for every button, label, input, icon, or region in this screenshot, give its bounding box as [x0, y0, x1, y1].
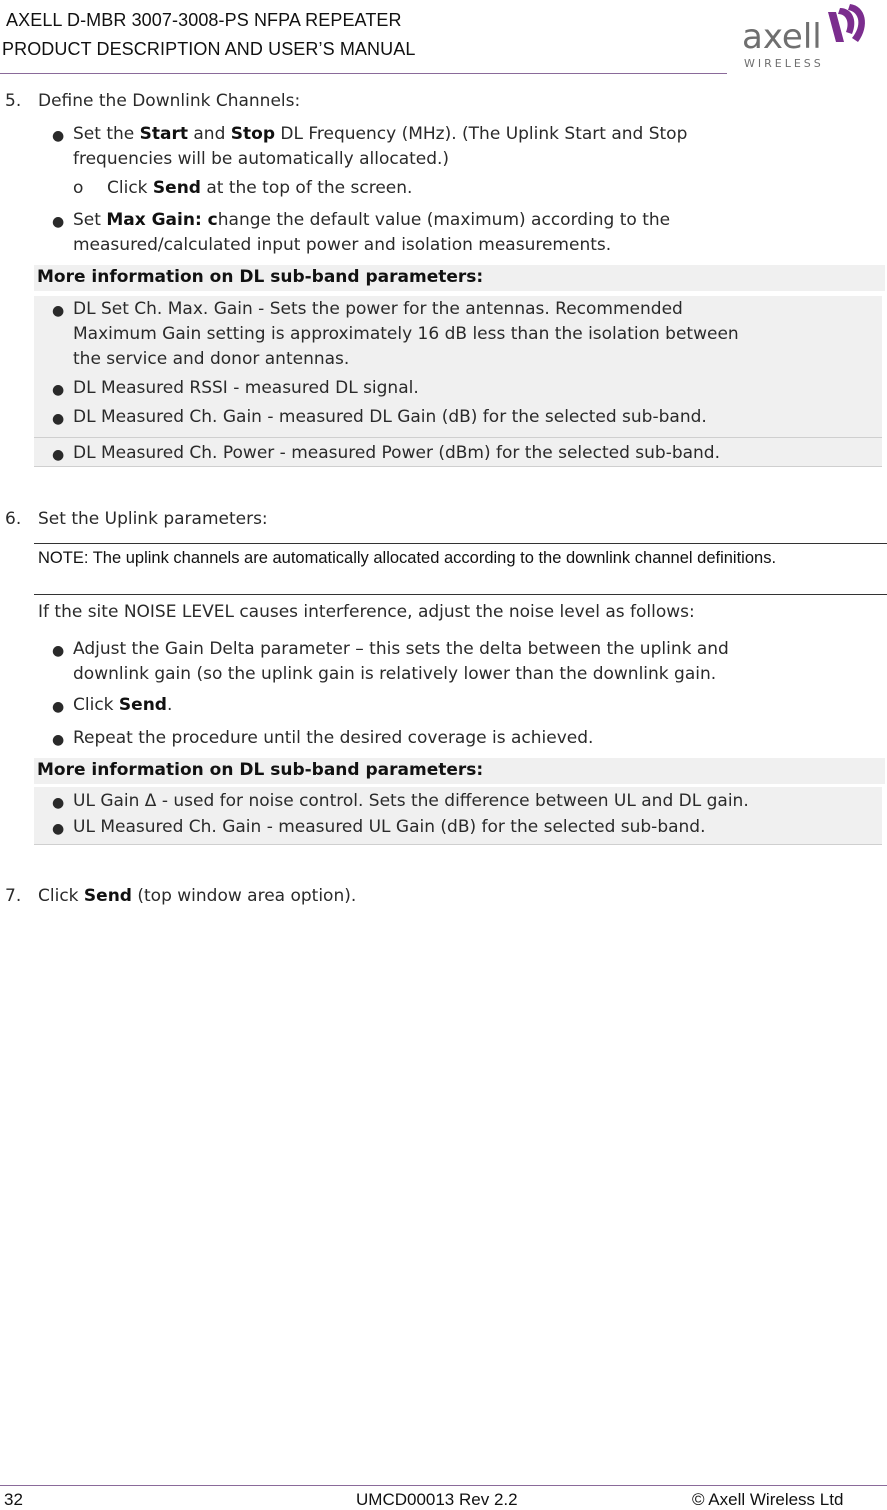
info-item: DL Set Ch. Max. Gain - Sets the power for the antennas. Recommended [73, 299, 683, 319]
info-panel [34, 787, 882, 845]
info-item: DL Measured RSSI - measured DL signal. [73, 378, 419, 398]
list-item: Set Max Gain: change the default value (maximum) according to the [73, 210, 671, 230]
info-item: DL Measured Ch. Power - measured Power (dBm) for the selected sub-band. [73, 443, 721, 463]
step-number: 7. [5, 886, 22, 906]
list-item: Click Send. [73, 695, 173, 715]
step-title: Set the Uplink parameters: [38, 509, 268, 529]
info-item-continued: the service and donor antennas. [73, 349, 350, 369]
page-number: 32 [4, 1490, 23, 1509]
bullet-icon: ● [52, 732, 65, 748]
list-item-continued: downlink gain (so the uplink gain is relatively lower than the downlink gain. [73, 664, 717, 684]
header-divider [0, 73, 727, 74]
bullet-icon: ● [52, 303, 65, 319]
bullet-icon: ● [52, 382, 65, 398]
footer-divider [0, 1485, 887, 1486]
paragraph: If the site NOISE LEVEL causes interference, adjust the noise level as follows: [38, 602, 695, 622]
info-item: DL Measured Ch. Gain - measured DL Gain (dB) for the selected sub-band. [73, 407, 707, 427]
list-item-continued: measured/calculated input power and isolation measurements. [73, 235, 612, 255]
logo-subtext: WIRELESS [744, 57, 824, 70]
sub-list-item: Click Send at the top of the screen. [107, 178, 413, 198]
bullet-icon: ● [52, 411, 65, 427]
list-item: Repeat the procedure until the desired coverage is achieved. [73, 728, 594, 748]
bullet-icon: ● [52, 214, 65, 230]
bullet-icon: ● [52, 128, 65, 144]
info-panel [34, 296, 882, 438]
step-title: Click Send (top window area option). [38, 886, 357, 906]
bullet-icon: ● [52, 821, 65, 837]
info-item: UL Gain Δ - used for noise control. Sets the difference between UL and DL gain. [73, 791, 749, 811]
page-header [0, 0, 887, 80]
logo-text: axell [742, 17, 822, 57]
note-text: NOTE: The uplink channels are automatically allocated according to the downlink channel definitions. [38, 549, 777, 567]
bullet-icon: ● [52, 699, 65, 715]
step-number: 6. [5, 509, 22, 529]
document-id: UMCD00013 Rev 2.2 [356, 1490, 518, 1509]
info-item-continued: Maximum Gain setting is approximately 16 dB less than the isolation between [73, 324, 739, 344]
step-title: Define the Downlink Channels: [38, 91, 301, 111]
info-panel-header [34, 758, 885, 784]
info-panel-title: More information on DL sub-band parameters: [37, 760, 484, 780]
logo-mark-stroke-1 [828, 12, 844, 42]
info-panel-title: More information on DL sub-band parameters: [37, 267, 484, 287]
info-item: UL Measured Ch. Gain - measured UL Gain (dB) for the selected sub-band. [73, 817, 706, 837]
list-item: Set the Start and Stop DL Frequency (MHz). (The Uplink Start and Stop [73, 124, 688, 144]
note-box [34, 543, 887, 595]
step-number: 5. [5, 91, 22, 111]
copyright: © Axell Wireless Ltd [692, 1490, 844, 1509]
info-panel [34, 438, 882, 467]
axell-wireless-logo [740, 2, 870, 72]
bullet-icon: ● [52, 795, 65, 811]
list-item: Adjust the Gain Delta parameter – this sets the delta between the uplink and [73, 639, 729, 659]
bullet-icon: ● [52, 643, 65, 659]
header-subtitle: PRODUCT DESCRIPTION AND USER’S MANUAL [2, 39, 416, 59]
header-title: AXELL D-MBR 3007-3008-PS NFPA REPEATER [6, 10, 402, 30]
bullet-icon: ● [52, 447, 65, 463]
list-item-continued: frequencies will be automatically allocated.) [73, 149, 450, 169]
sub-bullet-icon: o [73, 178, 84, 198]
info-panel-header [34, 265, 885, 291]
